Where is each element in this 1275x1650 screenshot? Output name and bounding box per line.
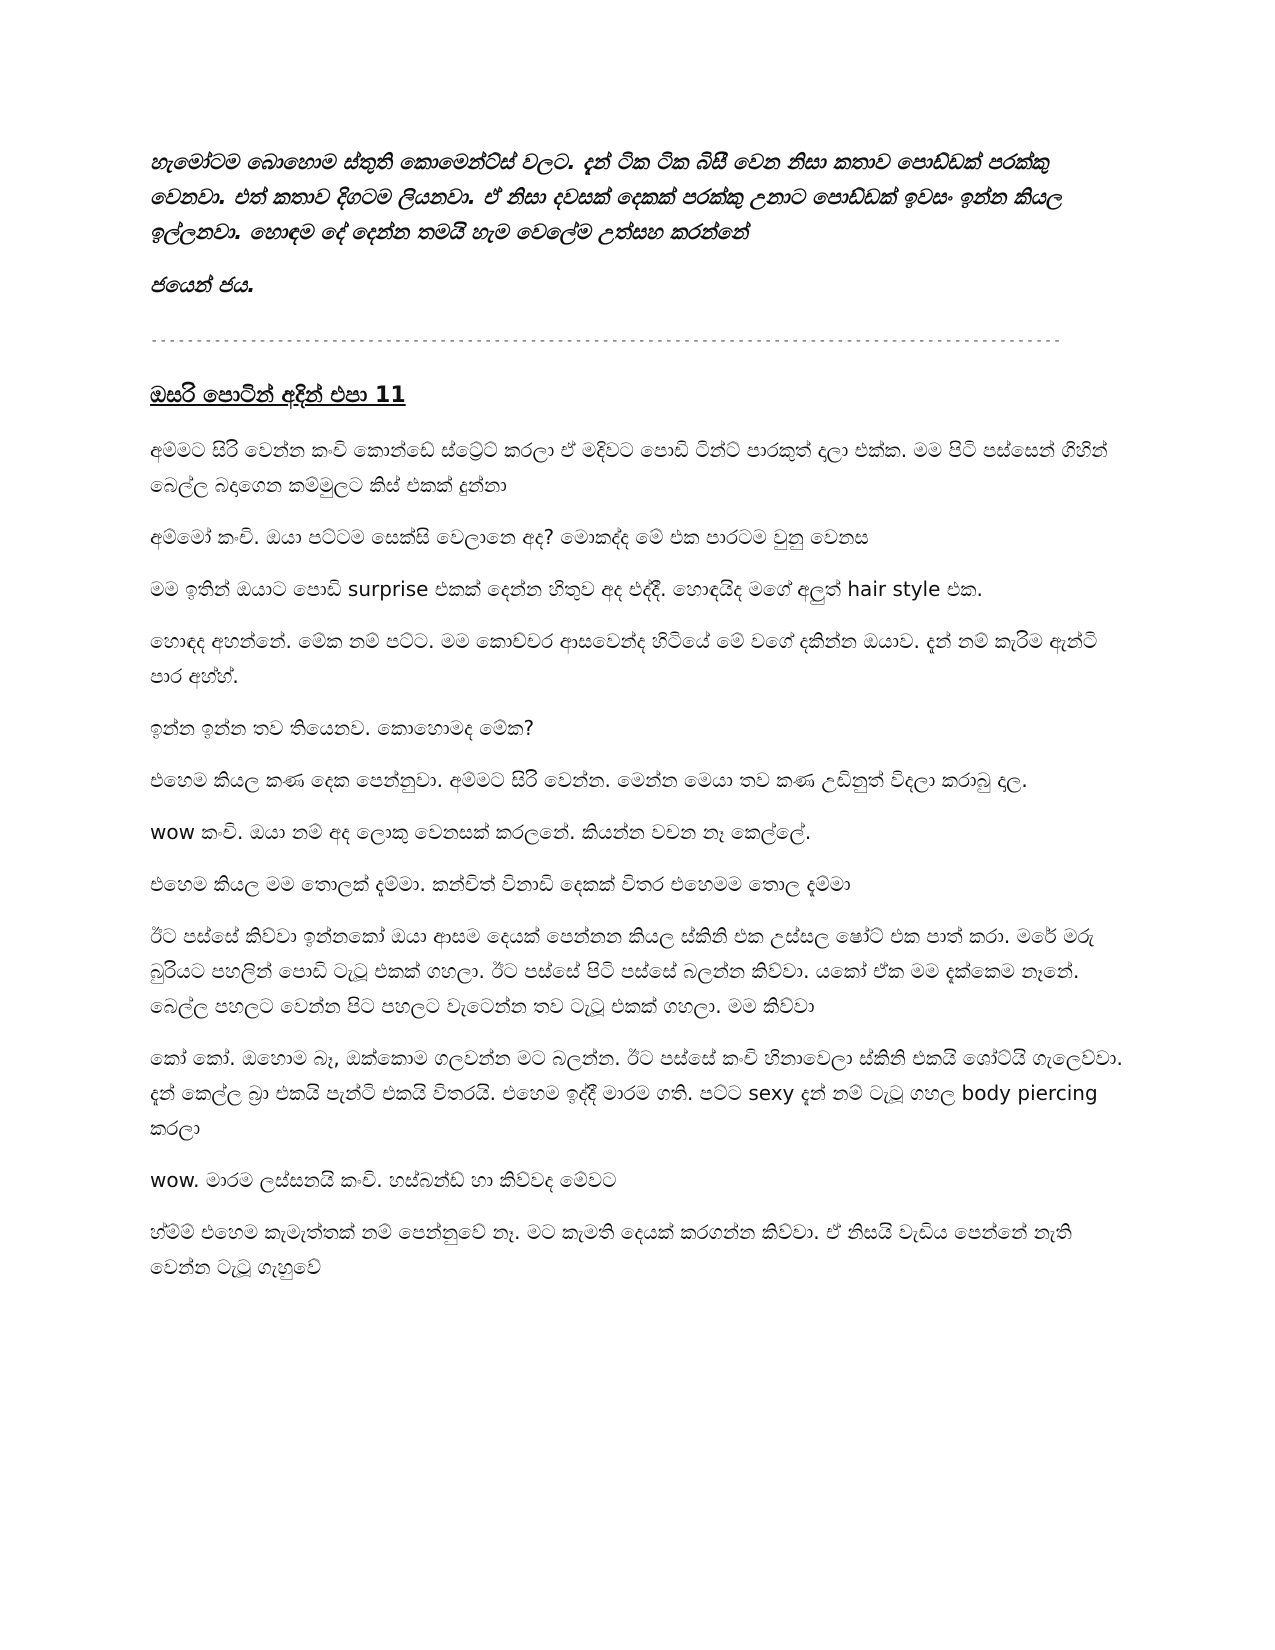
episode-title: ඔසරි පොටින් අදින් එපා 11 <box>150 383 406 408</box>
story-paragraph: එහෙම කියල මම තොලක් දැම්මා. කන්චිත් විනාඩි දෙකක් විතර එහෙමම තොල දැම්මා <box>150 872 851 896</box>
story-paragraph: wow කංචි. ඔයා නම් අද ලොකු වෙනසක් කරලනේ. කියන්න වචන නෑ කෙල්ලේ. <box>150 820 812 844</box>
document-page <box>150 145 1130 1302</box>
story-paragraph: හ්ම්ම් එහෙම කැමැත්තක් නම් පෙන්නුවේ නෑ. මට කැමති දෙයක් කරගන්න කිව්වා. ඒ නිසයි වැඩිය පෙන්නේ නැති වෙන්න ටැටූ ගැහුවේ <box>150 1220 1072 1279</box>
story-paragraph: අම්මෝ කංචි. ඔයා පට්ටම සෙක්සි වෙලානෙ අද? මොකද්ද මේ එක පාරටම වුනු වෙනස <box>150 525 869 549</box>
story-paragraph: කෝ කෝ. ඔහොම බෑ, ඔක්කොම ගලවන්න මට බලන්න. ඊට පස්සේ කංචි හිනාවෙලා ස්කිනි එකයි ශෝට්යි ගැලෙව්වා. දැන් කෙල්ල බ්‍රා එකයි පැන්ටි එකයි විතරයි. එහෙම ඉද්දී මාරම ගති. පට්ට sexy දැන් නම් ටැටූ ගහල body piercing කරලා <box>150 1046 1123 1140</box>
section-divider: ----------------------------------------------------------------------------------------------------- <box>150 333 1062 349</box>
story-paragraph: ඊට පස්සේ කිව්වා ඉන්නකෝ ඔයා ආසම දෙයක් පෙන්නන කියල ස්කිනි එක උස්සල ෂෝට් එක පාත් කරා. මරේ මරු බුරියට පහලින් පොඩි ටැටූ එකක් ගහලා. ඊට පස්සේ පිටි පස්සේ බලන්න කිව්වා. යකෝ ඒක මම දැක්කෙම නෑනේ. බෙල්ල පහලට වෙන්න පිට පහලට වැටෙන්න තව ටැටූ එකක් ගහලා. මම කිව්වා <box>150 924 1095 1018</box>
story-paragraph: ඉන්න ඉන්න තව තියෙනව. කොහොමද මේක? <box>150 716 535 740</box>
story-paragraph: wow. මාරම ලස්සනයි කංචි. හස්බන්ඩ් හා කිව්වද මේවට <box>150 1168 617 1192</box>
author-note: හැමෝටම බොහොම ස්තුති කොමෙන්ට්ස් වලට. දැන් ටික ටික බිසී වෙන නිසා කතාව පොඩ්ඩක් පරක්කු වෙනවා. එත් කතාව දිගටම ලියනවා. ඒ නිසා දවසක් දෙකක් පරක්කු උනාට පොඩ්ඩක් ඉවසං ඉන්න කියල ඉල්ලනවා. හොඳම දේ දෙන්න තමයි හැම වෙලේම උත්සහ කරන්නේ <box>150 150 1062 244</box>
story-paragraph: මම ඉතින් ඔයාට පොඩි surprise එකක් දෙන්න හිතුව අද එද්දී. හොඳයිද මගේ අලුත් hair style එක. <box>150 577 983 601</box>
story-paragraph: එහෙම කියල කණ දෙක පෙන්නුවා. අම්මට සිරි වෙන්න. මෙන්න මෙයා තව කණ උඩිනුත් විදලා කරාබු දාල. <box>150 768 1028 792</box>
story-paragraph: අම්මට සිරි වෙන්න කංචි කොන්ඩේ ස්ට්‍රේට් කරලා ඒ මදිවට පොඩි ටින්ට් පාරකුත් දාලා එක්ක. මම පිටි පස්සෙන් ගිහින් බෙල්ල බදාගෙන කම්මුලට කිස් එකක් දුන්නා <box>150 438 1108 497</box>
story-paragraph: හොඳද අහන්නේ. මේක නම් පට්ට. මම කොච්චර ආසවෙන්ද හිටියේ මේ වගේ දකින්න ඔයාව. දැන් නම් කැරිම ඇන්ටි පාර අහ්හ්. <box>150 629 1098 688</box>
story-body <box>150 433 1130 1285</box>
author-signoff: ජයෙන් ජය. <box>150 273 256 297</box>
